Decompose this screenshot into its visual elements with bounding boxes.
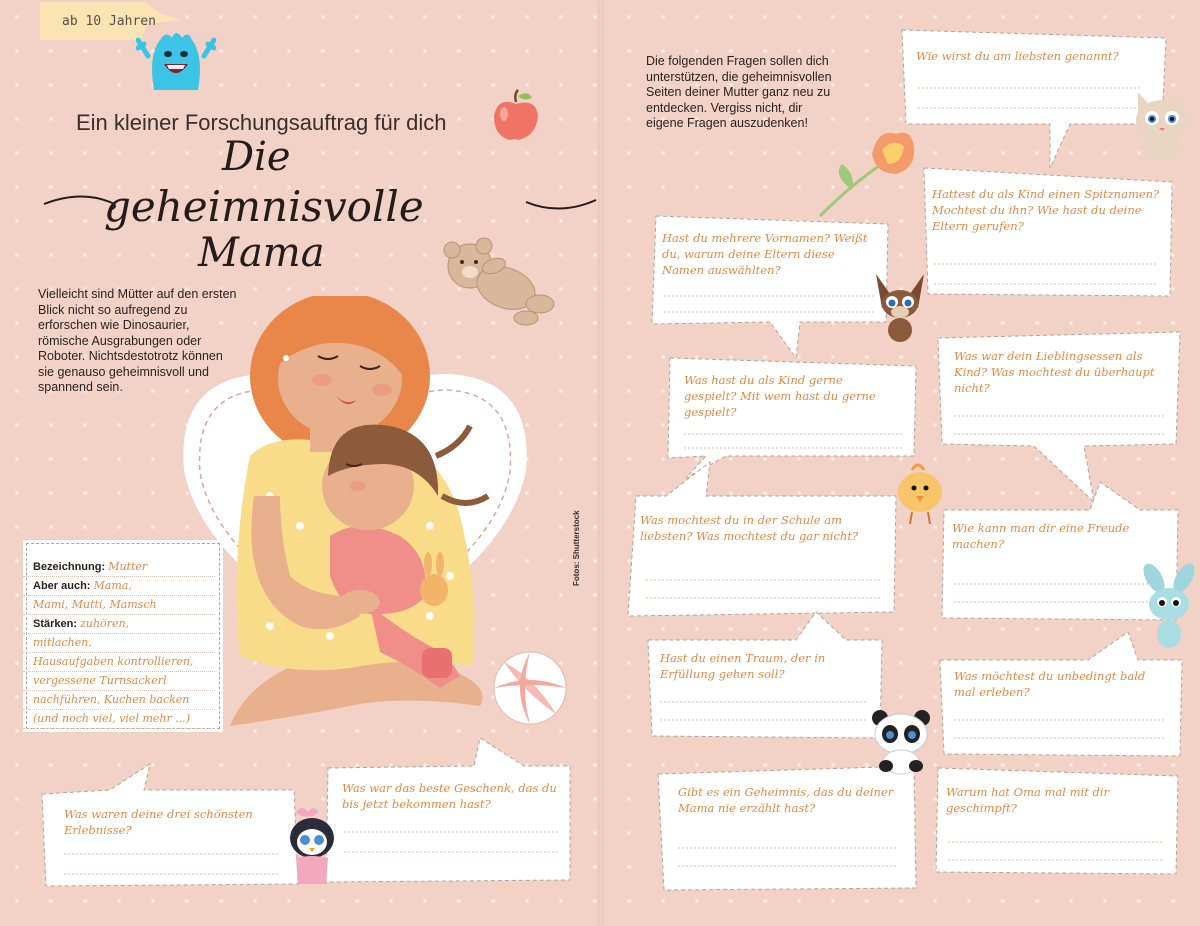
subtitle: Ein kleiner Forschungsauftrag für dich (76, 110, 447, 135)
mother-daughter-illustration (210, 296, 510, 736)
chick-icon (890, 456, 950, 526)
question-text: Hast du einen Traum, der in Erfüllung gehen soll? (660, 651, 826, 681)
kitten-icon (1130, 86, 1194, 162)
question-bubble-genannt (900, 28, 1168, 174)
card-row (23, 710, 215, 729)
panda-icon (866, 706, 936, 776)
card-value: mitlachen, (33, 636, 92, 649)
apple-icon (488, 88, 544, 144)
card-row (23, 634, 215, 653)
title-line-1: Die (222, 134, 291, 180)
card-value: Mama, (93, 579, 132, 592)
card-value: Mami, Mutti, Mamsch (33, 598, 157, 611)
flower-icon (812, 124, 922, 220)
card-label: Stärken: (33, 618, 78, 630)
card-value: (und noch viel, viel mehr ...) (33, 712, 191, 725)
card-value: Mutter (108, 560, 148, 573)
beach-ball-icon (490, 648, 570, 728)
blue-monster-icon (136, 26, 216, 96)
question-text: Was war das beste Geschenk, das du bis jetzt bekommen hast? (342, 781, 557, 811)
penguin-icon (282, 804, 342, 890)
card-label: Aber auch: (33, 580, 91, 592)
card-value: Hausaufgaben kontrollieren, (33, 655, 194, 668)
card-row (23, 672, 215, 691)
question-text: Hast du mehrere Vornamen? Weißt du, warum deine Eltern diese Namen auswählten? (662, 231, 868, 277)
title-line-3: Mama (198, 230, 325, 276)
question-text: Was mochtest du in der Schule am liebsten? Was mochtest du gar nicht? (640, 513, 859, 543)
question-text: Was war dein Lieblingsessen als Kind? Was mochtest du überhaupt nicht? (954, 349, 1155, 395)
age-tag-label: ab 10 Jahren (62, 14, 156, 29)
profile-card (23, 540, 223, 732)
card-row (23, 615, 215, 634)
question-text: Was waren deine drei schönsten Erlebnisse? (64, 807, 253, 837)
card-row (23, 691, 215, 710)
question-bubble-traum (646, 610, 884, 742)
intro-text-left: Vielleicht sind Mütter auf den ersten Blick nicht so aufregend zu erforschen wie Dinosaurier, römische Ausgrabungen oder Roboter. Nichtsdestotrotz können sie genauso geheimnisvoll und spannend sein. (38, 287, 237, 394)
card-value: vergessene Turnsackerl (33, 674, 167, 687)
question-bubble-spitzname (922, 164, 1174, 300)
question-text: Was hast du als Kind gerne gespielt? Mit wem hast du gerne gespielt? (684, 373, 876, 419)
card-label: Bezeichnung: (33, 561, 106, 573)
title-line-2: geheimnisvolle (104, 182, 424, 231)
question-text: Wie wirst du am liebsten genannt? (916, 49, 1119, 63)
card-row (23, 577, 215, 596)
page-gutter (598, 0, 604, 926)
question-text: Gibt es ein Geheimnis, das du deiner Mama nie erzählt hast? (678, 785, 894, 815)
question-bubble-vornamen (650, 212, 892, 362)
question-text: Hattest du als Kind einen Spitznamen? Mochtest du ihn? Wie hast du deine Eltern gerufen? (932, 187, 1160, 233)
question-bubble-geheimnis (656, 764, 918, 894)
card-row (23, 653, 215, 672)
question-text: Warum hat Oma mal mit dir geschimpft? (946, 785, 1110, 815)
question-bubble-schule (626, 460, 900, 622)
question-bubble-erlebnisse (40, 760, 302, 890)
bunny-icon (1138, 560, 1200, 652)
question-bubble-geschenk (324, 736, 574, 886)
question-text: Wie kann man dir eine Freude machen? (952, 521, 1130, 551)
card-row (23, 596, 215, 615)
question-bubble-lieblingsessen (934, 330, 1184, 504)
question-bubble-oma (934, 762, 1180, 878)
chihuahua-icon (872, 272, 928, 344)
card-value: nachführen, Kuchen backen (33, 693, 190, 706)
question-text: Was möchtest du unbedingt bald mal erleben? (954, 669, 1146, 699)
card-row (23, 558, 215, 577)
intro-text-right: Die folgenden Fragen sollen dich unterstützen, die geheimnisvollen Seiten deiner Mutter ganz neu zu entdecken. Vergiss nicht, dir eigene Fragen auszudenken! (646, 54, 832, 130)
card-value: zuhören, (80, 617, 130, 630)
photo-credit: Fotos: Shutterstock (572, 510, 581, 586)
